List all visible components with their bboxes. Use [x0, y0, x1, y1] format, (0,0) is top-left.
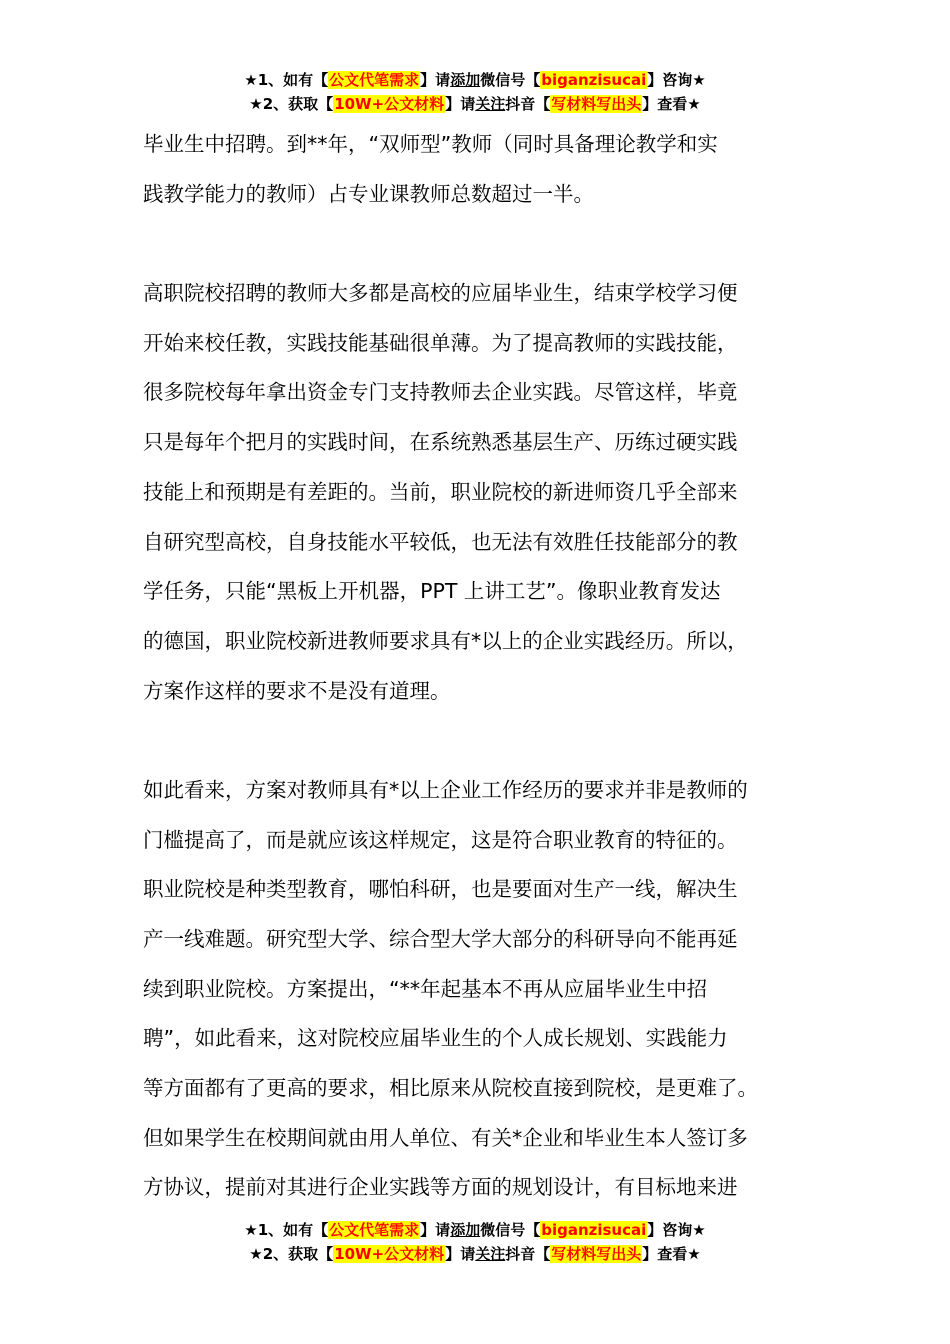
paragraph — [143, 766, 823, 1213]
promo-underlined: 添加 — [450, 1221, 481, 1239]
paragraph-line: 产一线难题。研究型大学、综合型大学大部分的科研导向不能再延 — [143, 927, 738, 951]
paragraph-line: 聘”，如此看来，这对院校应届毕业生的个人成长规划、实践能力 — [143, 1026, 728, 1051]
paragraph-line: 续到职业院校。方案提出，“**年起基本不再从应届毕业生中招 — [143, 976, 708, 1001]
promo-text: 】请 — [445, 1245, 476, 1263]
promo-highlight: biganzisucai — [541, 1221, 647, 1239]
paragraph-line: 等方面都有了更高的要求，相比原来从院校直接到院校，是更难了。 — [143, 1076, 758, 1101]
promo-text: 】咨询★ — [647, 1221, 706, 1239]
promo-text: 】请 — [445, 95, 476, 113]
promo-text: ★1、如有【 — [244, 71, 329, 89]
promo-highlight: 10W+公文材料 — [334, 1245, 445, 1263]
paragraph-gap — [143, 716, 823, 766]
paragraph-line: 的德国，职业院校新进教师要求具有*以上的企业实践经历。所以， — [143, 628, 748, 653]
promo-text: 微信号【 — [480, 1221, 541, 1239]
promo-text: 抖音【 — [505, 95, 551, 113]
promo-banner-bottom — [0, 1218, 950, 1266]
paragraph-line: 高职院校招聘的教师大多都是高校的应届毕业生，结束学校学习便 — [143, 281, 738, 306]
paragraph-line: 自研究型高校，自身技能水平较低，也无法有效胜任技能部分的教 — [143, 529, 738, 554]
paragraph-gap — [143, 219, 823, 269]
paragraph-line: 很多院校每年拿出资金专门支持教师去企业实践。尽管这样，毕竟 — [143, 380, 738, 405]
paragraph-line: 方协议，提前对其进行企业实践等方面的规划设计，有目标地来进 — [143, 1175, 738, 1200]
paragraph — [143, 269, 823, 716]
promo-line-2 — [0, 92, 950, 116]
promo-line-1 — [0, 1218, 950, 1242]
promo-text: 微信号【 — [480, 71, 541, 89]
promo-highlight: 10W+公文材料 — [334, 95, 445, 113]
promo-highlight: 写材料写出头 — [551, 95, 642, 113]
promo-text: ★2、获取【 — [249, 1245, 334, 1263]
promo-highlight: 公文代笔需求 — [329, 71, 420, 89]
promo-text: 抖音【 — [505, 1245, 551, 1263]
promo-underlined: 添加 — [450, 71, 481, 89]
promo-text: 】请 — [420, 1221, 451, 1239]
promo-text: 】请 — [420, 71, 451, 89]
paragraph-line: 开始来校任教，实践技能基础很单薄。为了提高教师的实践技能， — [143, 330, 738, 355]
paragraph-line: 只是每年个把月的实践时间，在系统熟悉基层生产、历练过硬实践 — [143, 430, 738, 455]
paragraph — [143, 120, 823, 219]
paragraph-line: 方案作这样的要求不是没有道理。 — [143, 678, 451, 703]
promo-text: ★2、获取【 — [249, 95, 334, 113]
promo-highlight: 写材料写出头 — [551, 1245, 642, 1263]
promo-text: 】咨询★ — [647, 71, 706, 89]
paragraph-line: 技能上和预期是有差距的。当前，职业院校的新进师资几乎全部来 — [143, 479, 738, 504]
promo-text: 】查看★ — [642, 1245, 701, 1263]
paragraph-line: 如此看来，方案对教师具有*以上企业工作经历的要求并非是教师的 — [143, 777, 748, 802]
promo-highlight: 公文代笔需求 — [329, 1221, 420, 1239]
promo-underlined: 关注 — [475, 1245, 506, 1263]
promo-text: 】查看★ — [642, 95, 701, 113]
promo-highlight: biganzisucai — [541, 71, 647, 89]
paragraph-line: 但如果学生在校期间就由用人单位、有关*企业和毕业生本人签订多 — [143, 1125, 748, 1150]
paragraph-line: 毕业生中招聘。到**年，“双师型”教师（同时具备理论教学和实 — [143, 132, 718, 156]
promo-banner-top — [0, 68, 950, 116]
document-body — [143, 120, 823, 1213]
paragraph-line: 门槛提高了，而是就应该这样规定，这是符合职业教育的特征的。 — [143, 827, 738, 852]
paragraph-line: 践教学能力的教师）占专业课教师总数超过一半。 — [143, 181, 594, 206]
promo-line-2 — [0, 1242, 950, 1266]
paragraph-line: 职业院校是种类型教育，哪怕科研，也是要面对生产一线，解决生 — [143, 877, 738, 902]
promo-underlined: 关注 — [475, 95, 506, 113]
paragraph-line: 学任务，只能“黑板上开机器，PPT 上讲工艺”。像职业教育发达 — [143, 579, 721, 604]
promo-text: ★1、如有【 — [244, 1221, 329, 1239]
promo-line-1 — [0, 68, 950, 92]
